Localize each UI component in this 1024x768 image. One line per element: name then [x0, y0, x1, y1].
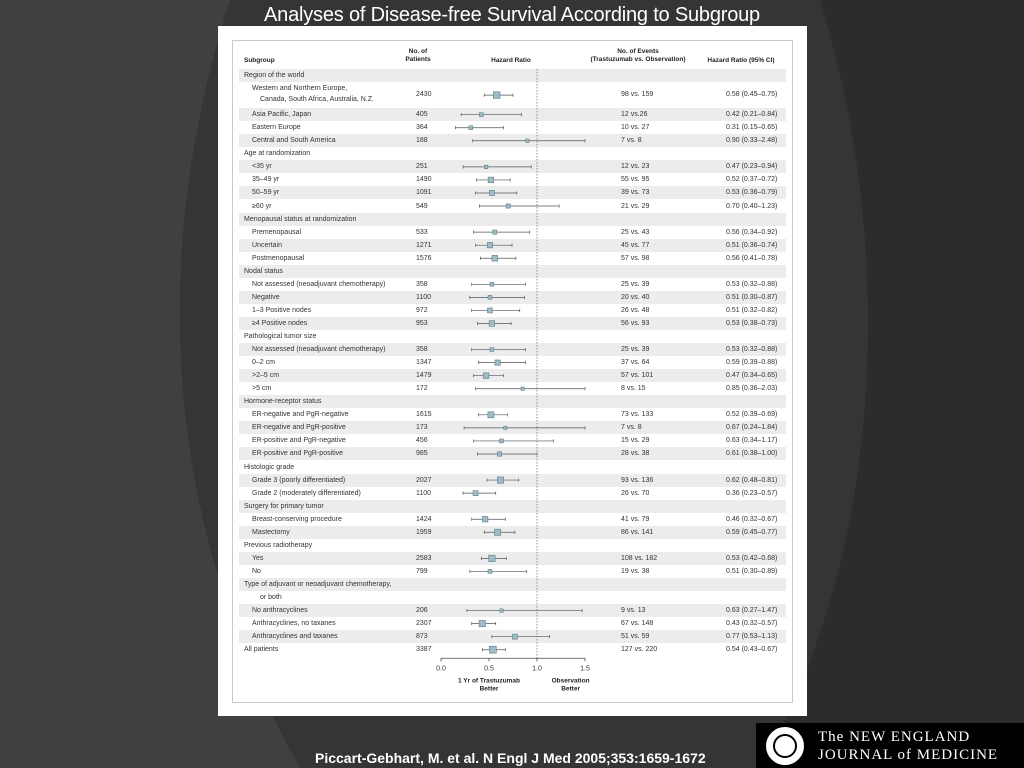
subgroup-label: Canada, South Africa, Australia, N.Z. [260, 96, 375, 104]
patients-count: 2430 [416, 91, 432, 99]
hazard-ratio-marker [469, 126, 473, 130]
hazard-ratio-ci: 0.90 (0.33–2.48) [726, 137, 778, 145]
hazard-ratio-ci: 0.47 (0.23–0.94) [726, 163, 778, 171]
events-count: 56 vs. 93 [621, 319, 650, 327]
hazard-ratio-marker [493, 230, 497, 234]
section-label: Age at randomization [244, 150, 311, 158]
hazard-ratio-ci: 0.51 (0.30–0.87) [726, 293, 778, 301]
subgroup-label: Negative [252, 293, 280, 301]
hazard-ratio-ci: 0.46 (0.32–0.67) [726, 515, 778, 523]
hazard-ratio-ci: 0.53 (0.38–0.73) [726, 319, 778, 327]
subgroup-label: Premenopausal [252, 228, 302, 236]
patients-count: 188 [416, 137, 428, 145]
events-count: 98 vs. 159 [621, 91, 654, 99]
events-count: 57 vs. 98 [621, 254, 650, 262]
hazard-ratio-marker [479, 620, 485, 626]
hazard-ratio-ci: 0.51 (0.36–0.74) [726, 241, 778, 249]
header-hr-ci: Hazard Ratio (95% CI) [707, 57, 775, 64]
events-count: 19 vs. 38 [621, 567, 650, 575]
hazard-ratio-marker [488, 295, 492, 299]
events-count: 10 vs. 27 [621, 124, 650, 132]
events-count: 7 vs. 8 [621, 424, 642, 432]
hazard-ratio-ci: 0.42 (0.21–0.84) [726, 111, 778, 119]
forest-plot [218, 26, 807, 716]
subgroup-label: No [252, 567, 261, 575]
slide-title: Analyses of Disease-free Survival According to Subgroup [264, 4, 760, 26]
hazard-ratio-ci: 0.62 (0.48–0.81) [726, 476, 778, 484]
hazard-ratio-marker [521, 387, 524, 390]
subgroup-label: Yes [252, 554, 264, 562]
patients-count: 1615 [416, 411, 432, 419]
patients-count: 1424 [416, 515, 432, 523]
subgroup-label: Anthracyclines and taxanes [252, 633, 338, 641]
patients-count: 1100 [416, 489, 432, 497]
hazard-ratio-marker [489, 555, 495, 561]
hazard-ratio-marker [479, 113, 483, 117]
subgroup-label: Postmenopausal [252, 254, 305, 262]
events-count: 127 vs. 220 [621, 646, 658, 654]
hazard-ratio-marker [492, 255, 498, 261]
section-label: Nodal status [244, 267, 283, 275]
hazard-ratio-ci: 0.63 (0.34–1.17) [726, 437, 778, 445]
subgroup-label: 0–2 cm [252, 359, 275, 367]
patients-count: 3387 [416, 646, 432, 654]
subgroup-label: Central and South America [252, 137, 336, 145]
patients-count: 173 [416, 424, 428, 432]
hazard-ratio-marker [482, 516, 487, 521]
section-label: Region of the world [244, 72, 305, 79]
events-count: 108 vs. 182 [621, 554, 658, 562]
subgroup-label: No anthracyclines [252, 607, 308, 615]
patients-count: 873 [416, 633, 428, 641]
events-count: 25 vs. 43 [621, 228, 650, 236]
events-count: 25 vs. 39 [621, 346, 650, 354]
header-subgroup: Subgroup [244, 57, 275, 64]
hazard-ratio-marker [488, 308, 493, 313]
hazard-ratio-marker [512, 634, 517, 639]
patients-count: 972 [416, 306, 428, 314]
events-count: 55 vs. 95 [621, 176, 650, 184]
events-count: 12 vs. 23 [621, 163, 650, 171]
patients-count: 1091 [416, 189, 432, 197]
events-count: 21 vs. 29 [621, 202, 650, 210]
subgroup-label: Eastern Europe [252, 124, 301, 132]
subgroup-label: Grade 2 (moderately differentiated) [252, 489, 361, 497]
patients-count: 1576 [416, 254, 432, 262]
subgroup-label: 35–49 yr [252, 176, 280, 184]
subgroup-label: Western and Northern Europe, [252, 85, 348, 93]
hazard-ratio-ci: 0.53 (0.32–0.88) [726, 346, 778, 354]
subgroup-label: <35 yr [252, 163, 272, 171]
events-count: 28 vs. 38 [621, 450, 650, 458]
hazard-ratio-marker [497, 452, 501, 456]
subgroup-label: 1–3 Positive nodes [252, 306, 312, 314]
hazard-ratio-marker [484, 165, 488, 169]
subgroup-label: ≥4 Positive nodes [252, 319, 308, 327]
hazard-ratio-ci: 0.54 (0.43–0.67) [726, 646, 778, 654]
hazard-ratio-marker [488, 177, 494, 183]
section-label: or both [260, 594, 282, 601]
subgroup-label: Grade 3 (poorly differentiated) [252, 476, 346, 484]
hazard-ratio-marker [490, 348, 494, 352]
events-count: 25 vs. 39 [621, 280, 650, 288]
patients-count: 2027 [416, 476, 432, 484]
hazard-ratio-marker [495, 360, 500, 365]
hazard-ratio-marker [504, 426, 507, 429]
section-label: Pathological tumor size [244, 333, 317, 340]
hazard-ratio-marker [500, 439, 504, 443]
events-count: 39 vs. 73 [621, 189, 650, 197]
x-tick-label: 0.5 [484, 665, 494, 673]
hazard-ratio-ci: 0.53 (0.36–0.79) [726, 189, 778, 197]
events-count: 45 vs. 77 [621, 241, 650, 249]
x-tick-label: 1.5 [580, 665, 590, 673]
hazard-ratio-ci: 0.67 (0.24–1.84) [726, 424, 778, 432]
figure-panel [218, 26, 807, 716]
patients-count: 358 [416, 280, 428, 288]
hazard-ratio-ci: 0.51 (0.30–0.89) [726, 567, 778, 575]
patients-count: 1271 [416, 241, 432, 249]
hazard-ratio-ci: 0.70 (0.40–1.23) [726, 202, 778, 210]
subgroup-label: Asia Pacific, Japan [252, 111, 312, 119]
hazard-ratio-marker [526, 139, 529, 142]
patients-count: 549 [416, 202, 428, 210]
patients-count: 1100 [416, 293, 432, 301]
patients-count: 1490 [416, 176, 432, 184]
events-count: 67 vs. 148 [621, 620, 654, 628]
patients-count: 456 [416, 437, 428, 445]
header-hazard-ratio: Hazard Ratio [491, 57, 531, 64]
patients-count: 2583 [416, 554, 432, 562]
x-tick-label: 1.0 [532, 665, 542, 673]
hazard-ratio-ci: 0.59 (0.45–0.77) [726, 528, 778, 536]
hazard-ratio-ci: 0.51 (0.32–0.82) [726, 306, 778, 314]
section-label: Histologic grade [244, 463, 295, 471]
citation: Piccart-Gebhart, M. et al. N Engl J Med 2005;353:1659-1672 [315, 750, 706, 766]
hazard-ratio-ci: 0.85 (0.36–2.03) [726, 385, 778, 393]
x-caption-left: 1 Yr of Trastuzumab [457, 677, 521, 685]
events-count: 26 vs. 70 [621, 489, 650, 497]
subgroup-label: ER-negative and PgR-negative [252, 411, 349, 419]
hazard-ratio-marker [489, 321, 495, 327]
events-count: 93 vs. 136 [621, 476, 654, 484]
subgroup-label: ER-positive and PgR-positive [252, 450, 344, 458]
subgroup-label: Anthracyclines, no taxanes [252, 620, 336, 628]
subgroup-label: ER-negative and PgR-positive [252, 424, 346, 432]
nejm-logo [756, 723, 1024, 768]
hazard-ratio-ci: 0.53 (0.42–0.68) [726, 554, 778, 562]
nejm-logo-line1: The NEW ENGLAND [818, 729, 971, 745]
hazard-ratio-marker [489, 646, 496, 653]
nejm-logo-line2: JOURNAL of MEDICINE [818, 747, 999, 763]
events-count: 86 vs. 141 [621, 528, 654, 536]
hazard-ratio-marker [500, 609, 503, 612]
hazard-ratio-ci: 0.52 (0.37–0.72) [726, 176, 778, 184]
patients-count: 1347 [416, 359, 432, 367]
subgroup-label: Breast-conserving procedure [252, 515, 342, 523]
hazard-ratio-ci: 0.36 (0.23–0.57) [726, 489, 778, 497]
hazard-ratio-ci: 0.59 (0.39–0.88) [726, 359, 778, 367]
patients-count: 2307 [416, 620, 432, 628]
patients-count: 985 [416, 450, 428, 458]
section-label: Type of adjuvant or neoadjuvant chemotherapy, [244, 580, 392, 588]
patients-count: 172 [416, 385, 428, 393]
subgroup-label: Mastectomy [252, 528, 290, 536]
hazard-ratio-marker [489, 190, 494, 195]
events-count: 15 vs. 29 [621, 437, 650, 445]
subgroup-label: Not assessed (neoadjuvant chemotherapy) [252, 346, 386, 354]
subgroup-label: All patients [244, 646, 279, 654]
section-label: Hormone-receptor status [244, 398, 322, 406]
hazard-ratio-ci: 0.56 (0.34–0.92) [726, 228, 778, 236]
events-count: 20 vs. 40 [621, 293, 650, 301]
events-count: 12 vs.26 [621, 111, 648, 119]
hazard-ratio-marker [497, 477, 503, 483]
events-count: 73 vs. 133 [621, 411, 654, 419]
events-count: 41 vs. 79 [621, 515, 650, 523]
hazard-ratio-marker [506, 204, 510, 208]
x-tick-label: 0.0 [436, 665, 446, 673]
subgroup-label: >5 cm [252, 385, 272, 393]
section-label: Surgery for primary tumor [244, 502, 324, 510]
hazard-ratio-marker [487, 242, 492, 247]
section-label: Previous radiotherapy [244, 541, 313, 549]
header-events: No. of Events (Trastuzumab vs. Observation) [590, 48, 686, 63]
patients-count: 251 [416, 163, 428, 171]
patients-count: 364 [416, 124, 428, 132]
hazard-ratio-marker [493, 92, 500, 99]
hazard-ratio-ci: 0.77 (0.53–1.13) [726, 633, 778, 641]
events-count: 51 vs. 59 [621, 633, 650, 641]
patients-count: 405 [416, 111, 428, 119]
x-caption-left: Better [479, 685, 499, 693]
subgroup-label: Uncertain [252, 241, 282, 249]
events-count: 26 vs. 48 [621, 306, 650, 314]
events-count: 57 vs. 101 [621, 372, 654, 380]
patients-count: 1479 [416, 372, 432, 380]
hazard-ratio-marker [490, 282, 494, 286]
subgroup-label: ≥60 yr [252, 202, 272, 210]
subgroup-label: 50–59 yr [252, 189, 280, 197]
events-count: 9 vs. 13 [621, 607, 646, 615]
hazard-ratio-ci: 0.56 (0.41–0.78) [726, 254, 778, 262]
hazard-ratio-marker [488, 569, 492, 573]
hazard-ratio-marker [473, 491, 478, 496]
patients-count: 953 [416, 319, 428, 327]
events-count: 8 vs. 15 [621, 385, 646, 393]
patients-count: 799 [416, 567, 428, 575]
subgroup-label: >2–5 cm [252, 372, 280, 380]
hazard-ratio-ci: 0.61 (0.38–1.00) [726, 450, 778, 458]
hazard-ratio-ci: 0.31 (0.15–0.65) [726, 124, 778, 132]
hazard-ratio-marker [495, 529, 501, 535]
subgroup-label: ER-positive and PgR-negative [252, 437, 346, 445]
patients-count: 533 [416, 228, 428, 236]
hazard-ratio-marker [488, 412, 494, 418]
events-count: 37 vs. 64 [621, 359, 650, 367]
hazard-ratio-ci: 0.52 (0.39–0.69) [726, 411, 778, 419]
hazard-ratio-ci: 0.43 (0.32–0.57) [726, 620, 778, 628]
subgroup-label: Not assessed (neoadjuvant chemotherapy) [252, 280, 386, 288]
events-count: 7 vs. 8 [621, 137, 642, 145]
hazard-ratio-ci: 0.58 (0.45–0.75) [726, 91, 778, 99]
patients-count: 358 [416, 346, 428, 354]
x-caption-right: Better [561, 685, 580, 693]
section-label: Menopausal status at randomization [244, 215, 357, 223]
patients-count: 1959 [416, 528, 432, 536]
hazard-ratio-ci: 0.53 (0.32–0.88) [726, 280, 778, 288]
nejm-seal-icon [766, 727, 804, 765]
hazard-ratio-marker [483, 373, 489, 379]
hazard-ratio-ci: 0.63 (0.27–1.47) [726, 607, 778, 615]
header-patients: No. of Patients [405, 48, 431, 63]
hazard-ratio-ci: 0.47 (0.34–0.65) [726, 372, 778, 380]
patients-count: 206 [416, 607, 428, 615]
x-caption-right: Observation [551, 677, 590, 685]
